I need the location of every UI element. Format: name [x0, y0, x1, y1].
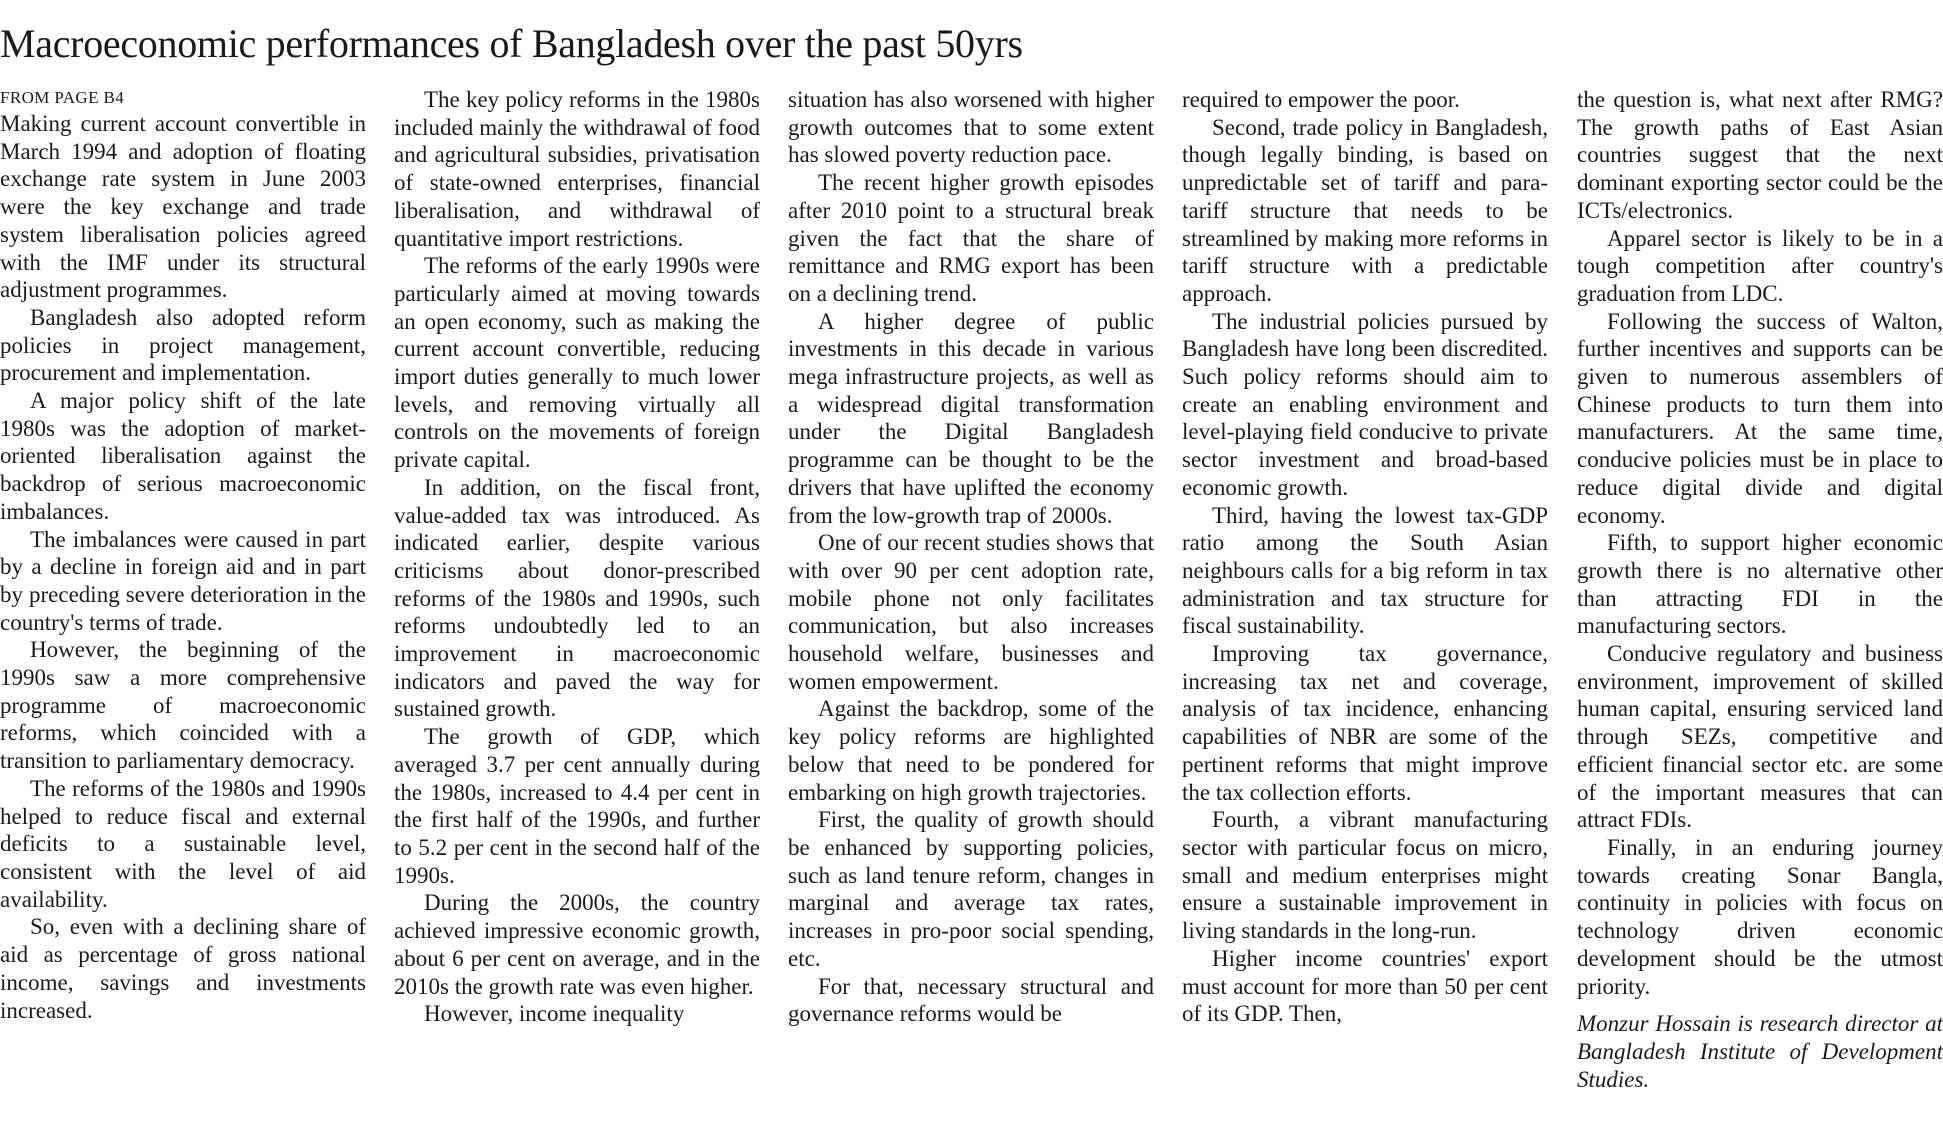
- paragraph: Apparel sector is likely to be in a tough competition after country's graduation from LDC.: [1577, 225, 1943, 306]
- paragraph: The growth of GDP, which averaged 3.7 per cent annually during the 1980s, increased to 4.4 per cent in the first half of the 1990s, and further to 5.2 per cent in the second half of the 1990s.: [394, 724, 760, 888]
- paragraph: The key policy reforms in the 1980s included mainly the withdrawal of food and agricultural subsidies, privatisation of state-owned enterprises, financial liberalisation, and withdrawal of quantitative import restrictions.: [394, 87, 760, 251]
- article-column-4: [1182, 86, 1548, 1142]
- paragraph: Fifth, to support higher economic growth there is no alternative other than attracting FDI in the manufacturing sectors.: [1577, 530, 1943, 639]
- article-column-3: [788, 86, 1154, 1142]
- paragraph: One of our recent studies shows that with over 90 per cent adoption rate, mobile phone not only facilitates communication, but also increases household welfare, businesses and women empowerment.: [788, 530, 1154, 694]
- paragraph: Bangladesh also adopted reform policies in project management, procurement and implementation.: [0, 304, 366, 386]
- paragraph: The recent higher growth episodes after 2010 point to a structural break given the fact that the share of remittance and RMG export has been on a declining trend.: [788, 170, 1154, 306]
- paragraph: The imbalances were caused in part by a decline in foreign aid and in part by preceding severe deterioration in the country's terms of trade.: [0, 526, 366, 635]
- paragraph: So, even with a declining share of aid as percentage of gross national income, savings and investments increased.: [0, 914, 366, 1023]
- paragraph: situation has also worsened with higher growth outcomes that to some extent has slowed poverty reduction pace.: [788, 87, 1154, 168]
- paragraph: Against the backdrop, some of the key policy reforms are highlighted below that need to be pondered for embarking on high growth trajectories.: [788, 696, 1154, 805]
- paragraph: Third, having the lowest tax-GDP ratio among the South Asian neighbours calls for a big reform in tax administration and tax structure for fiscal sustainability.: [1182, 502, 1548, 639]
- paragraph: A major policy shift of the late 1980s was the adoption of market-oriented liberalisation against the backdrop of serious macroeconomic imbalances.: [0, 388, 366, 524]
- paragraph: During the 2000s, the country achieved impressive economic growth, about 6 per cent on average, and in the 2010s the growth rate was even higher.: [394, 890, 760, 999]
- article-column-5: [1577, 86, 1943, 1142]
- paragraph: Following the success of Walton, further incentives and supports can be given to numerous assemblers of Chinese products to turn them into manufacturers. At the same time, conducive policies must be in place to reduce digital divide and digital economy.: [1577, 308, 1943, 528]
- author-byline: Monzur Hossain is research director at Bangladesh Institute of Development Studies.: [1577, 1011, 1943, 1092]
- paragraph: The reforms of the 1980s and 1990s helped to reduce fiscal and external deficits to a sustainable level, consistent with the level of aid availability.: [0, 775, 366, 912]
- paragraph: In addition, on the fiscal front, value-added tax was introduced. As indicated earlier, despite various criticisms about donor-prescribed reforms of the 1980s and 1990s, such reforms undoubtedly led to an improvement in macroeconomic indicators and paved the way for sustained growth.: [394, 474, 760, 722]
- paragraph: Finally, in an enduring journey towards creating Sonar Bangla, continuity in policies with focus on technology driven economic development should be the utmost priority.: [1577, 834, 1943, 999]
- paragraph: A higher degree of public investments in this decade in various mega infrastructure projects, as well as a widespread digital transformation under the Digital Bangladesh programme can be thought to be the drivers that have uplifted the economy from the low-growth trap of 2000s.: [788, 308, 1154, 528]
- paragraph: For that, necessary structural and governance reforms would be: [788, 973, 1154, 1027]
- continuation-kicker: FROM PAGE B4: [0, 88, 125, 107]
- paragraph: Improving tax governance, increasing tax net and coverage, analysis of tax incidence, enhancing capabilities of NBR are some of the pertinent reforms that might improve the tax collection efforts.: [1182, 641, 1548, 805]
- paragraph: Conducive regulatory and business environment, improvement of skilled human capital, ensuring serviced land through SEZs, competitive and efficient financial sector etc. are some of the important measures that can attract FDIs.: [1577, 641, 1943, 833]
- paragraph: Second, trade policy in Bangladesh, though legally binding, is based on unpredictable set of tariff and para-tariff structure that needs to be streamlined by making more reforms in tariff structure with a predictable approach.: [1182, 114, 1548, 306]
- paragraph: the question is, what next after RMG? The growth paths of East Asian countries suggest that the next dominant exporting sector could be the ICTs/electronics.: [1577, 87, 1943, 223]
- paragraph: First, the quality of growth should be enhanced by supporting policies, such as land tenure reform, changes in marginal and average tax rates, increases in pro-poor social spending, etc.: [788, 807, 1154, 971]
- paragraph: The industrial policies pursued by Bangladesh have long been discredited. Such policy reforms should aim to create an enabling environment and level-playing field conducive to private sector investment and broad-based economic growth.: [1182, 308, 1548, 500]
- paragraph: required to empower the poor.: [1182, 87, 1460, 112]
- paragraph: The reforms of the early 1990s were particularly aimed at moving towards an open economy, such as making the current account convertible, reducing import duties generally to much lower levels, and removing virtually all controls on the movements of foreign private capital.: [394, 253, 760, 473]
- paragraph: Fourth, a vibrant manufacturing sector with particular focus on micro, small and medium enterprises might ensure a sustainable improvement in living standards in the long-run.: [1182, 807, 1548, 944]
- article-column-2: [394, 86, 760, 1142]
- paragraph: However, the beginning of the 1990s saw a more comprehensive programme of macroeconomic reforms, which coincided with a transition to parliamentary democracy.: [0, 637, 366, 774]
- article-column-1: [0, 86, 366, 1142]
- paragraph: Higher income countries' export must account for more than 50 per cent of its GDP. Then,: [1182, 945, 1548, 1027]
- paragraph: However, income inequality: [424, 1001, 685, 1027]
- headline: Macroeconomic performances of Bangladesh over the past 50yrs: [0, 21, 1023, 66]
- paragraph: Making current account convertible in March 1994 and adoption of floating exchange rate system in June 2003 were the key exchange and trade system liberalisation policies agreed with the IMF under its structural adjustment programmes.: [0, 111, 366, 303]
